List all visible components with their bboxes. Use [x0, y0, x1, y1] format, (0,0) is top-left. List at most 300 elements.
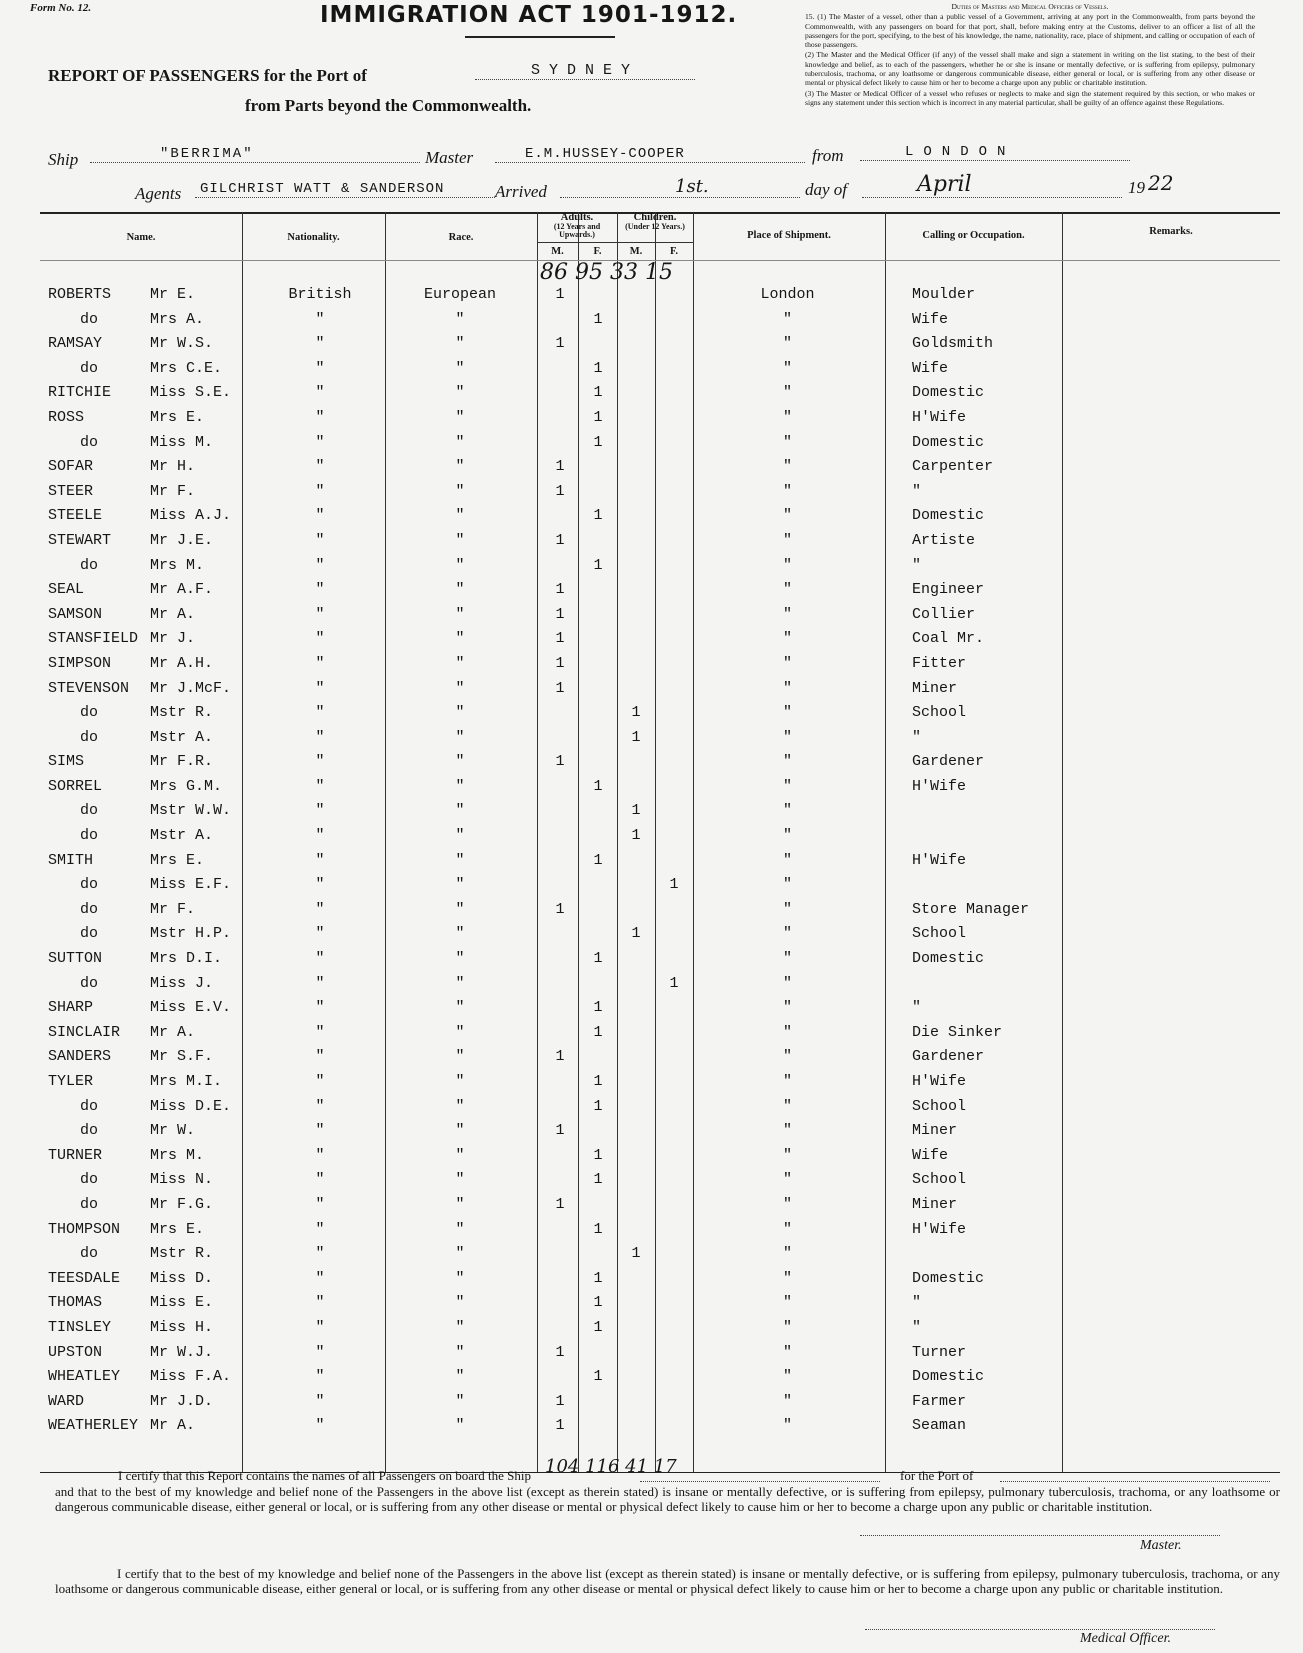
table-row: [40, 702, 1280, 727]
cell-nat: ": [315, 827, 325, 845]
cell-surname: SANDERS: [48, 1048, 112, 1066]
cell-place: ": [782, 1048, 792, 1066]
cell-occ: H'Wife: [912, 1073, 967, 1090]
cell-nat: ": [315, 507, 325, 525]
cell-race: ": [455, 1269, 465, 1287]
cell-surname: SORREL: [48, 777, 103, 795]
col-header-child-m: M.: [629, 246, 643, 257]
table-row: [40, 382, 1280, 407]
cell-occ: Moulder: [912, 286, 976, 303]
cell-am: 1: [555, 335, 565, 353]
cell-given: Mr A.H.: [150, 654, 214, 672]
cell-race: ": [455, 359, 465, 377]
cell-given: Mrs E.: [150, 1220, 205, 1238]
cell-nat: ": [315, 581, 325, 599]
cell-given: Mstr W.W.: [150, 802, 232, 820]
cell-given: Mrs E.: [150, 851, 205, 869]
cell-nat: ": [315, 310, 325, 328]
cell-occ: Collier: [912, 605, 976, 623]
cell-race: ": [455, 556, 465, 574]
cell-nat: ": [315, 1269, 325, 1287]
cell-cm: 1: [631, 925, 641, 943]
medical-signature-label: Medical Officer.: [1080, 1631, 1171, 1646]
col-header-child-f: F.: [669, 246, 679, 257]
cell-nat: ": [315, 876, 325, 894]
table-row: [40, 1194, 1280, 1219]
cell-place: ": [782, 408, 792, 426]
act-title: IMMIGRATION ACT 1901-1912.: [320, 2, 738, 28]
cell-race: ": [455, 630, 465, 648]
cell-surname: UPSTON: [48, 1343, 103, 1361]
cell-nat: ": [315, 974, 325, 992]
cell-race: ": [455, 1245, 465, 1263]
cell-nat: ": [315, 802, 325, 820]
cell-am: 1: [555, 1343, 565, 1361]
cell-nat: ": [315, 1294, 325, 1312]
cell-place: ": [782, 974, 792, 992]
cell-given: Mr A.F.: [150, 581, 214, 599]
col-header-adult-m: M.: [551, 246, 564, 257]
table-row: [40, 923, 1280, 948]
cell-place: ": [782, 507, 792, 525]
cell-surname: SIMPSON: [48, 654, 112, 672]
cell-race: ": [455, 1392, 465, 1410]
cell-surname: do: [80, 925, 99, 943]
cell-nat: ": [315, 1048, 325, 1066]
cell-race: ": [455, 1195, 465, 1213]
cell-occ: Goldsmith: [912, 335, 994, 353]
cell-place: ": [782, 1122, 792, 1140]
cell-surname: do: [80, 433, 99, 451]
cell-race: ": [455, 851, 465, 869]
cell-place: ": [782, 1171, 792, 1189]
cell-surname: WHEATLEY: [48, 1368, 121, 1386]
cell-nat: British: [288, 286, 352, 303]
cell-surname: SINCLAIR: [48, 1023, 121, 1041]
cell-given: Miss M.: [150, 433, 214, 451]
cell-surname: SHARP: [48, 999, 94, 1017]
cell-occ: Wife: [912, 1146, 949, 1164]
cell-af: 1: [593, 1269, 603, 1287]
cell-surname: WEATHERLEY: [48, 1417, 139, 1435]
cell-af: 1: [593, 1318, 603, 1336]
table-row: [40, 997, 1280, 1022]
cell-race: ": [455, 1318, 465, 1336]
cell-place: ": [782, 753, 792, 771]
cell-race: ": [455, 1146, 465, 1164]
cell-given: Mr J.McF.: [150, 679, 232, 697]
cell-surname: do: [80, 359, 99, 377]
cell-surname: do: [80, 556, 99, 574]
cell-surname: TYLER: [48, 1073, 94, 1090]
col-header-place: Place of Shipment.: [747, 230, 831, 241]
cell-nat: ": [315, 999, 325, 1017]
table-row: [40, 1317, 1280, 1342]
cell-occ: ": [912, 556, 922, 574]
cell-nat: ": [315, 1097, 325, 1115]
cell-surname: do: [80, 876, 99, 894]
cell-surname: ROSS: [48, 408, 85, 426]
cell-race: ": [455, 408, 465, 426]
cell-occ: ": [912, 1294, 922, 1312]
cell-place: ": [782, 630, 792, 648]
cell-place: ": [782, 679, 792, 697]
cell-af: 1: [593, 507, 603, 525]
cell-place: London: [760, 286, 815, 303]
cell-occ: Miner: [912, 1195, 958, 1213]
cell-nat: ": [315, 1417, 325, 1435]
day-of-label: day of: [805, 180, 848, 199]
cell-nat: ": [315, 925, 325, 943]
year-suffix: 22: [1148, 171, 1174, 195]
cell-occ: Farmer: [912, 1392, 967, 1410]
cell-place: ": [782, 999, 792, 1017]
cell-given: Miss N.: [150, 1171, 214, 1189]
table-row: [40, 1145, 1280, 1170]
cell-place: ": [782, 384, 792, 402]
cell-race: ": [455, 581, 465, 599]
cell-given: Miss E.F.: [150, 876, 232, 894]
col-header-adults-sub: (12 Years and Upwards.): [553, 222, 601, 239]
table-row: [40, 1366, 1280, 1391]
table-row: [40, 604, 1280, 629]
cell-nat: ": [315, 408, 325, 426]
cell-race: ": [455, 1122, 465, 1140]
duties-paragraph-2: (2) The Master and the Medical Officer (if any) of the vessel shall make and sign a statement in writing on the list stating, to the best of their knowledge and belief, as to each of the passengers, whether he or she is insane or mentally defective, or is suffering from epilepsy, pulmonary tuberculosis, trachoma, or any loathsome or dangerous communicable disease, either general or local, or is suffering from any other disease or mental or physical defect likely to cause him or her to become a charge upon any public or charitable institution.: [805, 50, 1255, 88]
cell-nat: ": [315, 753, 325, 771]
col-header-children-sub: (Under 12 Years.): [625, 222, 685, 231]
cell-given: Miss J.: [150, 974, 214, 992]
cell-surname: TINSLEY: [48, 1318, 112, 1336]
cell-occ: Miner: [912, 679, 958, 697]
cell-am: 1: [555, 581, 565, 599]
cell-race: ": [455, 482, 465, 500]
totals-handwritten-top: 86 95 33 15: [540, 260, 673, 285]
cell-given: Miss S.E.: [150, 384, 232, 402]
cell-surname: do: [80, 1245, 99, 1263]
cell-race: ": [455, 1023, 465, 1041]
cell-race: ": [455, 384, 465, 402]
cell-place: ": [782, 1294, 792, 1312]
cell-surname: do: [80, 802, 99, 820]
cell-occ: H'Wife: [912, 777, 967, 795]
cell-surname: RAMSAY: [48, 335, 103, 353]
cell-place: ": [782, 1417, 792, 1435]
table-row: [40, 678, 1280, 703]
cell-race: ": [455, 753, 465, 771]
table-row: [40, 874, 1280, 899]
cell-race: ": [455, 827, 465, 845]
cell-af: 1: [593, 310, 603, 328]
cell-occ: Seaman: [912, 1417, 967, 1435]
cell-occ: School: [912, 1097, 967, 1115]
cell-place: ": [782, 654, 792, 672]
cell-surname: do: [80, 900, 99, 918]
table-row: [40, 579, 1280, 604]
cell-nat: ": [315, 728, 325, 746]
cell-race: ": [455, 1220, 465, 1238]
cell-nat: ": [315, 1220, 325, 1238]
cell-cm: 1: [631, 1245, 641, 1263]
form-number: Form No. 12.: [30, 2, 92, 14]
certificate-1-intro: I certify that this Report contains the names of all Passengers on board the Ship: [118, 1468, 532, 1483]
cell-given: Mstr A.: [150, 827, 214, 845]
cell-occ: Domestic: [912, 1269, 985, 1287]
cell-occ: Die Sinker: [912, 1023, 1003, 1041]
cell-given: Miss A.J.: [150, 507, 232, 525]
cell-nat: ": [315, 950, 325, 968]
table-row: [40, 1046, 1280, 1071]
cell-af: 1: [593, 1097, 603, 1115]
cell-nat: ": [315, 1171, 325, 1189]
cell-given: Mr A.: [150, 1023, 196, 1041]
cell-given: Mr J.D.: [150, 1392, 214, 1410]
cell-cm: 1: [631, 728, 641, 746]
cell-surname: do: [80, 827, 99, 845]
cell-surname: TEESDALE: [48, 1269, 121, 1287]
table-row: [40, 530, 1280, 555]
cell-given: Miss F.A.: [150, 1368, 232, 1386]
cell-occ: Domestic: [912, 950, 985, 968]
cell-surname: SOFAR: [48, 458, 94, 476]
cell-af: 1: [593, 384, 603, 402]
cell-given: Mrs C.E.: [150, 359, 223, 377]
col-header-adults: Adults.: [560, 212, 594, 223]
table-row: [40, 1342, 1280, 1367]
cell-race: ": [455, 704, 465, 722]
cell-surname: THOMAS: [48, 1294, 103, 1312]
cell-occ: ": [912, 728, 922, 746]
title-underline: [465, 36, 615, 38]
cell-race: ": [455, 531, 465, 549]
col-header-remarks: Remarks.: [1149, 226, 1193, 237]
cell-race: ": [455, 458, 465, 476]
cell-given: Mrs G.M.: [150, 777, 223, 795]
cell-nat: ": [315, 1146, 325, 1164]
cell-af: 1: [593, 1368, 603, 1386]
cell-race: ": [455, 925, 465, 943]
cell-race: ": [455, 1294, 465, 1312]
cell-occ: Turner: [912, 1343, 967, 1361]
cell-race: ": [455, 950, 465, 968]
cell-place: ": [782, 581, 792, 599]
cell-place: ": [782, 556, 792, 574]
cell-given: Mrs E.: [150, 408, 205, 426]
table-row: [40, 1292, 1280, 1317]
cell-nat: ": [315, 1073, 325, 1090]
table-row: [40, 751, 1280, 776]
cell-given: Mr W.S.: [150, 335, 214, 353]
from-label: from: [812, 146, 844, 165]
cell-given: Mstr A.: [150, 728, 214, 746]
cell-race: ": [455, 605, 465, 623]
cell-occ: H'Wife: [912, 851, 967, 869]
table-row: [40, 1071, 1280, 1096]
cell-am: 1: [555, 630, 565, 648]
col-header-adult-f: F.: [593, 246, 602, 257]
table-row: [40, 653, 1280, 678]
cell-given: Mr H.: [150, 458, 196, 476]
table-row: [40, 1022, 1280, 1047]
certificate-1-port-label: for the Port of: [900, 1468, 974, 1483]
cell-place: ": [782, 900, 792, 918]
cell-am: 1: [555, 1048, 565, 1066]
cell-given: Mrs A.: [150, 310, 205, 328]
cell-surname: do: [80, 1122, 99, 1140]
cell-nat: ": [315, 900, 325, 918]
cell-given: Mrs D.I.: [150, 950, 223, 968]
cell-place: ": [782, 433, 792, 451]
cell-af: 1: [593, 1171, 603, 1189]
cell-am: 1: [555, 1417, 565, 1435]
cell-nat: ": [315, 654, 325, 672]
cell-surname: SUTTON: [48, 950, 103, 968]
cell-am: 1: [555, 1122, 565, 1140]
cell-am: 1: [555, 1392, 565, 1410]
cell-am: 1: [555, 458, 565, 476]
cell-occ: Coal Mr.: [912, 630, 985, 648]
cell-surname: TURNER: [48, 1146, 103, 1164]
cell-nat: ": [315, 531, 325, 549]
cell-race: ": [455, 1368, 465, 1386]
cell-af: 1: [593, 999, 603, 1017]
cell-occ: Artiste: [912, 531, 976, 549]
table-row: [40, 1391, 1280, 1416]
cell-nat: ": [315, 777, 325, 795]
cell-place: ": [782, 1269, 792, 1287]
cell-occ: School: [912, 1171, 967, 1189]
cell-place: ": [782, 458, 792, 476]
cell-race: ": [455, 654, 465, 672]
cell-given: Mrs M.: [150, 556, 205, 574]
cell-nat: ": [315, 556, 325, 574]
cell-place: ": [782, 1073, 792, 1090]
cell-nat: ": [315, 704, 325, 722]
cell-place: ": [782, 335, 792, 353]
cell-surname: WARD: [48, 1392, 85, 1410]
col-header-race: Race.: [448, 232, 474, 243]
cell-place: ": [782, 359, 792, 377]
cell-place: ": [782, 1220, 792, 1238]
cell-place: ": [782, 925, 792, 943]
cell-nat: ": [315, 482, 325, 500]
cell-surname: STEER: [48, 482, 94, 500]
table-row: [40, 505, 1280, 530]
cell-occ: School: [912, 704, 967, 722]
cell-given: Mr F.G.: [150, 1195, 214, 1213]
cell-race: ": [455, 802, 465, 820]
cell-place: ": [782, 728, 792, 746]
cell-af: 1: [593, 777, 603, 795]
cell-occ: Carpenter: [912, 458, 994, 476]
table-row: [40, 1243, 1280, 1268]
duties-notice: [805, 2, 1255, 108]
table-row: [40, 1219, 1280, 1244]
cell-af: 1: [593, 1220, 603, 1238]
cell-given: Mr W.: [150, 1122, 196, 1140]
table-row: [40, 456, 1280, 481]
cell-nat: ": [315, 433, 325, 451]
cell-place: ": [782, 950, 792, 968]
from-port-field: LONDON: [860, 144, 1130, 161]
report-subtitle: from Parts beyond the Commonwealth.: [245, 96, 532, 115]
cell-given: Mr S.F.: [150, 1048, 214, 1066]
cell-given: Mr J.E.: [150, 531, 214, 549]
cell-place: ": [782, 827, 792, 845]
cell-nat: ": [315, 1122, 325, 1140]
master-signature-label: Master.: [1140, 1538, 1182, 1553]
table-row: [40, 973, 1280, 998]
table-row: [40, 1415, 1280, 1440]
cell-race: European: [423, 286, 496, 303]
cell-surname: THOMPSON: [48, 1220, 121, 1238]
cell-af: 1: [593, 556, 603, 574]
cell-race: ": [455, 1048, 465, 1066]
agents-name-field: GILCHRIST WATT & SANDERSON: [195, 181, 495, 198]
cell-surname: STEWART: [48, 531, 112, 549]
cell-race: ": [455, 1097, 465, 1115]
cell-given: Miss H.: [150, 1318, 214, 1336]
cell-race: ": [455, 900, 465, 918]
port-field: SYDNEY: [475, 62, 695, 80]
cell-surname: do: [80, 704, 99, 722]
cell-nat: ": [315, 384, 325, 402]
table-row: [40, 948, 1280, 973]
cell-occ: Engineer: [912, 581, 985, 599]
cell-occ: Domestic: [912, 384, 985, 402]
table-row: [40, 1169, 1280, 1194]
cell-af: 1: [593, 433, 603, 451]
arrived-label: Arrived: [495, 182, 547, 201]
cell-place: ": [782, 1343, 792, 1361]
cell-race: ": [455, 728, 465, 746]
cell-occ: Wife: [912, 310, 949, 328]
cell-occ: Domestic: [912, 1368, 985, 1386]
year-prefix: 19: [1128, 178, 1145, 197]
table-row: [40, 432, 1280, 457]
table-row: [40, 555, 1280, 580]
cell-race: ": [455, 999, 465, 1017]
cell-surname: STANSFIELD: [48, 630, 139, 648]
cell-place: ": [782, 777, 792, 795]
cell-place: ": [782, 1392, 792, 1410]
cell-af: 1: [593, 851, 603, 869]
cell-place: ": [782, 802, 792, 820]
arrived-day-field: 1st.: [560, 176, 800, 198]
totals-handwritten-bottom: 104 116 41 17: [545, 1456, 677, 1477]
cell-af: 1: [593, 408, 603, 426]
cell-race: ": [455, 335, 465, 353]
cell-race: ": [455, 1073, 465, 1090]
cell-occ: H'Wife: [912, 408, 967, 426]
cell-race: ": [455, 679, 465, 697]
cell-race: ": [455, 1417, 465, 1435]
cell-race: ": [455, 1343, 465, 1361]
table-row: [40, 1120, 1280, 1145]
cell-place: ": [782, 1318, 792, 1336]
cell-given: Mrs M.I.: [150, 1073, 223, 1090]
col-header-children: Children.: [633, 212, 677, 223]
cell-nat: ": [315, 1368, 325, 1386]
master-signature-line: [860, 1534, 1220, 1536]
cell-occ: School: [912, 925, 967, 943]
cell-given: Mr A.: [150, 1417, 196, 1435]
col-header-name: Name.: [126, 232, 156, 243]
cell-place: ": [782, 1146, 792, 1164]
cell-af: 1: [593, 1146, 603, 1164]
cell-place: ": [782, 876, 792, 894]
cell-place: ": [782, 310, 792, 328]
